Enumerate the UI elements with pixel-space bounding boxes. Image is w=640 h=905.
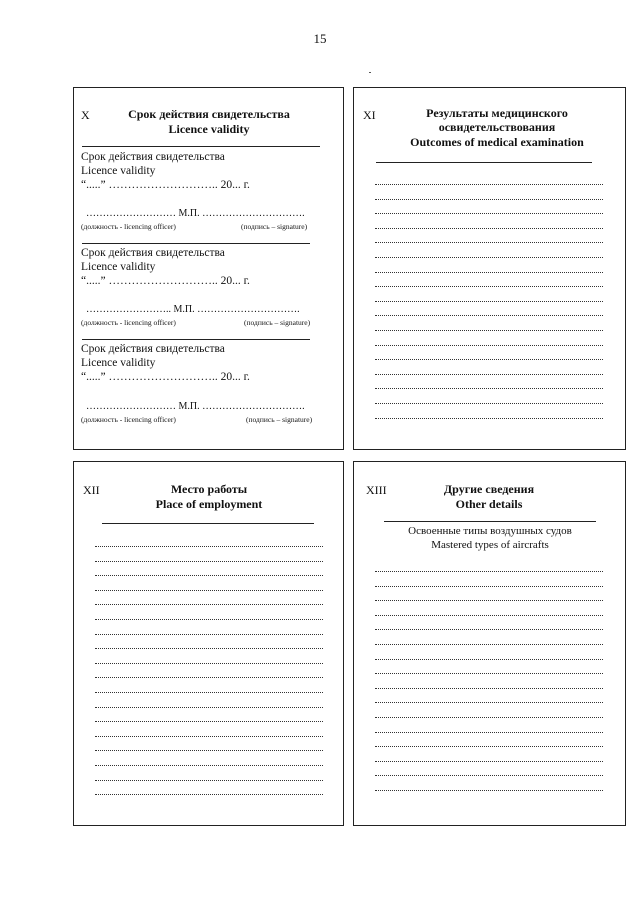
- employment-line-11[interactable]: [95, 692, 323, 693]
- entry-2-separator: [82, 339, 310, 340]
- employment-line-3[interactable]: [95, 575, 323, 576]
- medical-outcome-line-1[interactable]: [375, 184, 603, 185]
- aircraft-type-line-11[interactable]: [375, 717, 603, 718]
- medical-outcome-line-17[interactable]: [375, 418, 603, 419]
- entry-3-sign-line[interactable]: ……………………… М.П. ………………………….: [86, 401, 305, 412]
- entry-2-date-line[interactable]: “.....” ……………………….. 20... г.: [81, 275, 250, 287]
- medical-outcome-line-16[interactable]: [375, 403, 603, 404]
- medical-outcome-line-9[interactable]: [375, 301, 603, 302]
- aircraft-type-line-4[interactable]: [375, 615, 603, 616]
- section-xiii-title-ru: Другие сведения: [443, 482, 535, 496]
- medical-outcome-line-8[interactable]: [375, 286, 603, 287]
- aircraft-type-line-7[interactable]: [375, 659, 603, 660]
- entry-1-caption-signature: (подпись – signature): [241, 222, 308, 231]
- employment-line-2[interactable]: [95, 561, 323, 562]
- section-x-title-rule: [82, 146, 320, 147]
- entry-1-label-en: Licence validity: [81, 165, 156, 177]
- entry-2-caption-signature: (подпись – signature): [244, 318, 311, 327]
- entry-1-label-ru: Срок действия свидетельства: [81, 151, 225, 163]
- section-xiii-title-rule: [384, 521, 596, 522]
- section-xiii-other-details: [353, 461, 626, 826]
- entry-3-caption-officer: (должность - licencing officer): [81, 415, 176, 424]
- section-xiii-subtitle-ru: Освоенные типы воздушных судов: [408, 525, 572, 537]
- section-xiii-title-en: Other details: [455, 497, 523, 511]
- aircraft-type-line-5[interactable]: [375, 629, 603, 630]
- aircraft-type-line-14[interactable]: [375, 761, 603, 762]
- medical-outcome-line-10[interactable]: [375, 315, 603, 316]
- employment-line-9[interactable]: [95, 663, 323, 664]
- employment-line-5[interactable]: [95, 604, 323, 605]
- entry-3-date-line[interactable]: “.....” ……………………….. 20... г.: [81, 371, 250, 383]
- entry-2-caption-officer: (должность - licencing officer): [81, 318, 176, 327]
- aircraft-type-line-8[interactable]: [375, 673, 603, 674]
- employment-line-14[interactable]: [95, 736, 323, 737]
- section-xii-title-ru: Место работы: [170, 482, 248, 496]
- section-x-title-en: Licence validity: [168, 122, 250, 136]
- medical-outcome-line-3[interactable]: [375, 213, 603, 214]
- entry-3-label-en: Licence validity: [81, 357, 156, 369]
- section-xi-title-en: Outcomes of medical examination: [410, 135, 584, 149]
- aircraft-type-line-1[interactable]: [375, 571, 603, 572]
- section-xii-place-of-employment: [73, 461, 344, 826]
- scan-speck: [369, 72, 371, 73]
- section-xii-title-en: Place of employment: [155, 497, 263, 511]
- employment-line-13[interactable]: [95, 721, 323, 722]
- employment-line-6[interactable]: [95, 619, 323, 620]
- medical-outcome-line-6[interactable]: [375, 257, 603, 258]
- employment-line-17[interactable]: [95, 780, 323, 781]
- entry-1-separator: [82, 243, 310, 244]
- section-xi-number: XI: [363, 108, 376, 122]
- medical-outcome-line-12[interactable]: [375, 345, 603, 346]
- entry-2-sign-line[interactable]: …………………….. М.П. ………………………….: [86, 304, 300, 315]
- section-x-title-ru: Срок действия свидетельства: [128, 107, 290, 121]
- aircraft-type-line-15[interactable]: [375, 775, 603, 776]
- entry-1-caption-officer: (должность - licencing officer): [81, 222, 176, 231]
- medical-outcome-line-5[interactable]: [375, 242, 603, 243]
- medical-outcome-line-14[interactable]: [375, 374, 603, 375]
- aircraft-type-line-2[interactable]: [375, 586, 603, 587]
- employment-line-4[interactable]: [95, 590, 323, 591]
- aircraft-type-line-3[interactable]: [375, 600, 603, 601]
- employment-line-10[interactable]: [95, 677, 323, 678]
- employment-line-18[interactable]: [95, 794, 323, 795]
- medical-outcome-line-7[interactable]: [375, 272, 603, 273]
- aircraft-type-line-16[interactable]: [375, 790, 603, 791]
- section-xi-medical-outcomes: [353, 87, 626, 450]
- section-xi-title-ru-1: Результаты медицинского: [426, 106, 568, 120]
- medical-outcome-line-15[interactable]: [375, 388, 603, 389]
- employment-line-12[interactable]: [95, 707, 323, 708]
- aircraft-type-line-10[interactable]: [375, 702, 603, 703]
- medical-outcome-line-2[interactable]: [375, 199, 603, 200]
- section-xiii-number: XIII: [366, 483, 387, 497]
- page-number: 15: [313, 31, 327, 46]
- medical-outcome-line-11[interactable]: [375, 330, 603, 331]
- employment-line-1[interactable]: [95, 546, 323, 547]
- section-xii-number: XII: [83, 483, 100, 497]
- medical-outcome-line-4[interactable]: [375, 228, 603, 229]
- entry-3-label-ru: Срок действия свидетельства: [81, 343, 225, 355]
- medical-outcome-line-13[interactable]: [375, 359, 603, 360]
- employment-line-16[interactable]: [95, 765, 323, 766]
- employment-line-7[interactable]: [95, 634, 323, 635]
- aircraft-type-line-9[interactable]: [375, 688, 603, 689]
- section-xii-title-rule: [102, 523, 314, 524]
- section-xi-title-ru-2: освидетельствования: [438, 120, 556, 134]
- section-xiii-subtitle-en: Mastered types of aircrafts: [431, 539, 549, 551]
- aircraft-type-line-13[interactable]: [375, 746, 603, 747]
- aircraft-type-line-6[interactable]: [375, 644, 603, 645]
- section-x-licence-validity: [73, 87, 344, 450]
- entry-2-label-en: Licence validity: [81, 261, 156, 273]
- aircraft-type-line-12[interactable]: [375, 732, 603, 733]
- entry-2-label-ru: Срок действия свидетельства: [81, 247, 225, 259]
- entry-1-sign-line[interactable]: ……………………… М.П. ………………………….: [86, 208, 305, 219]
- entry-3-caption-signature: (подпись – signature): [246, 415, 313, 424]
- section-x-number: X: [81, 108, 90, 122]
- section-xi-title-rule: [376, 162, 592, 163]
- employment-line-8[interactable]: [95, 648, 323, 649]
- employment-line-15[interactable]: [95, 750, 323, 751]
- entry-1-date-line[interactable]: “.....” ……………………….. 20... г.: [81, 179, 250, 191]
